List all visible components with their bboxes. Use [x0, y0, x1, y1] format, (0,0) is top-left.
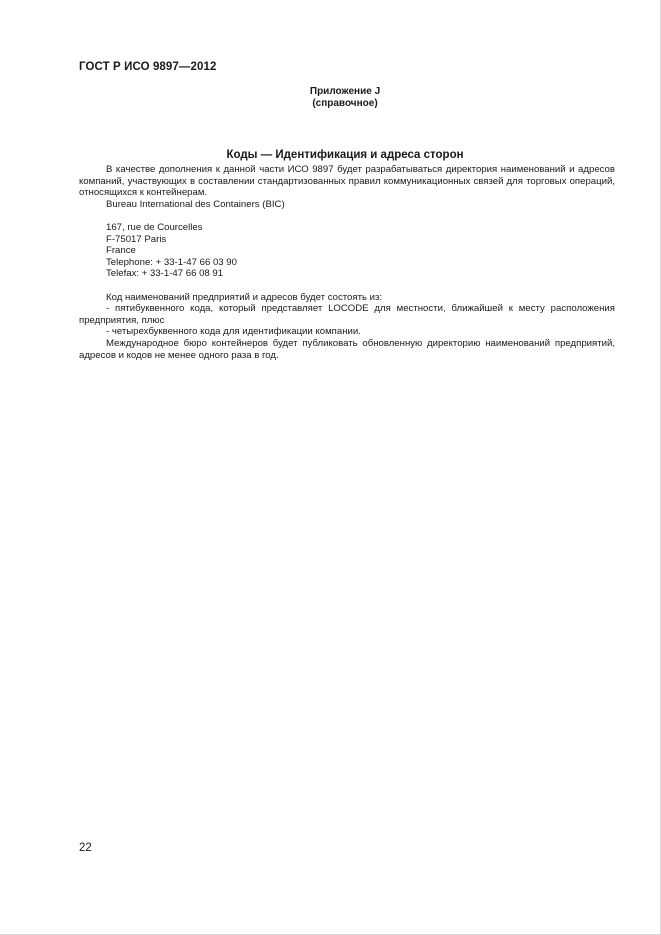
- address-line-street: 167, rue de Courcelles: [106, 221, 203, 233]
- annex-title: Приложение J: [309, 86, 381, 97]
- address-line-telephone: Telephone: + 33-1-47 66 03 90: [106, 256, 237, 268]
- annex-type: (справочное): [312, 98, 378, 109]
- paragraph-code-composition: Код наименований предприятий и адресов будет состоять из:: [106, 291, 383, 303]
- list-item-company-code: - четырехбуквенного кода для идентификации компании.: [106, 326, 361, 338]
- standard-header: ГОСТ Р ИСО 9897—2012: [79, 61, 217, 73]
- address-line-city: F-75017 Paris: [106, 233, 167, 245]
- annex-heading: [230, 86, 460, 110]
- paragraph-publication: Международное бюро контейнеров будет публиковать обновленную директорию наименований предприятий, адресов и кодов не менее одного раза в год.: [79, 337, 615, 361]
- paragraph-intro: В качестве дополнения к данной части ИСО 9897 будет разрабатываться директория наименований и адресов компаний, участвующих в составлении стандартизованных правил коммуникационных связей для торговых операций, относящихся к контейнерам.: [79, 164, 615, 199]
- bic-name: Bureau International des Containers (BIC): [106, 198, 285, 210]
- body-text-block-1: [79, 164, 615, 361]
- page-number: 22: [79, 842, 92, 854]
- address-line-country: France: [106, 245, 136, 257]
- section-title: Коды — Идентификация и адреса сторон: [226, 149, 464, 161]
- address-line-telefax: Telefax: + 33-1-47 66 08 91: [106, 268, 224, 280]
- list-item-locode: - пятибуквенного кода, который представляет LOCODE для местности, ближайшей к месту расположения предприятия, плюс: [79, 303, 615, 326]
